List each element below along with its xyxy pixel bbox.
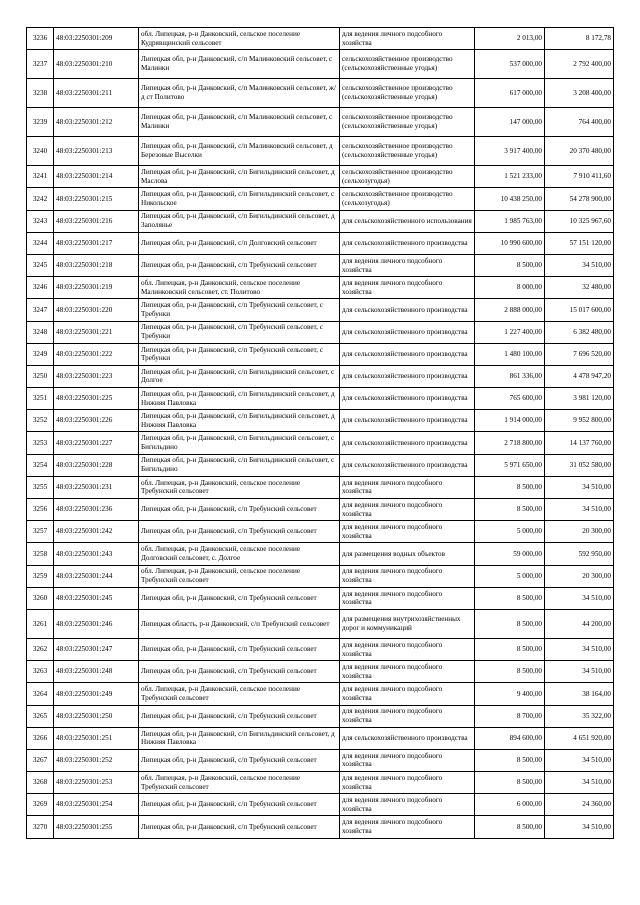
permitted-use: сельскохозяйственное производство (сельскохозяйственные угодья) bbox=[340, 50, 475, 79]
permitted-use: для сельскохозяйственного производства bbox=[340, 388, 475, 410]
row-number: 3252 bbox=[27, 410, 54, 432]
area-value: 617 000,00 bbox=[475, 79, 545, 108]
address: Липецкая обл, р-н Данковский, с/п Бигильдинский сельсовет, с Никольское bbox=[139, 188, 340, 210]
cadastral-value: 764 400,00 bbox=[545, 108, 614, 137]
cadastral-value: 20 300,00 bbox=[545, 565, 614, 587]
permitted-use: для сельскохозяйственного производства bbox=[340, 454, 475, 476]
row-number: 3254 bbox=[27, 454, 54, 476]
table-body bbox=[27, 28, 614, 839]
row-number: 3258 bbox=[27, 543, 54, 565]
area-value: 1 227 400,00 bbox=[475, 321, 545, 343]
row-number: 3237 bbox=[27, 50, 54, 79]
cadastral-number: 48:03:2250301:242 bbox=[54, 521, 139, 543]
table-row bbox=[27, 137, 614, 166]
table-row bbox=[27, 476, 614, 498]
permitted-use: для сельскохозяйственного производства bbox=[340, 321, 475, 343]
cadastral-number: 48:03:2250301:221 bbox=[54, 321, 139, 343]
cadastral-value: 20 370 480,00 bbox=[545, 137, 614, 166]
table-row bbox=[27, 254, 614, 276]
cadastral-value: 34 510,00 bbox=[545, 772, 614, 794]
cadastral-value: 15 017 600,00 bbox=[545, 299, 614, 321]
cadastral-value: 7 696 520,00 bbox=[545, 343, 614, 365]
cadastral-number: 48:03:2250301:248 bbox=[54, 661, 139, 683]
address: Липецкая обл, р-н Данковский, с/п Требунский сельсовет bbox=[139, 499, 340, 521]
address: Липецкая обл, р-н Данковский, с/п Требунский сельсовет bbox=[139, 254, 340, 276]
permitted-use: для ведения личного подсобного хозяйства bbox=[340, 499, 475, 521]
area-value: 8 500,00 bbox=[475, 254, 545, 276]
table-row bbox=[27, 188, 614, 210]
area-value: 6 000,00 bbox=[475, 794, 545, 816]
area-value: 3 917 400,00 bbox=[475, 137, 545, 166]
address: Липецкая обл, р-н Данковский, с/п Малинковский сельсовет, с Малинки bbox=[139, 108, 340, 137]
cadastral-value: 8 172,78 bbox=[545, 28, 614, 50]
table-row bbox=[27, 50, 614, 79]
address: Липецкая обл, р-н Данковский, с/п Требунский сельсовет, с Требунки bbox=[139, 343, 340, 365]
table-row bbox=[27, 410, 614, 432]
permitted-use: сельскохозяйственное производство (сельхозугодья) bbox=[340, 188, 475, 210]
cadastral-value: 592 950,00 bbox=[545, 543, 614, 565]
area-value: 10 438 250,00 bbox=[475, 188, 545, 210]
address: Липецкая обл, р-н Данковский, с/п Требунский сельсовет, с Требунки bbox=[139, 321, 340, 343]
row-number: 3255 bbox=[27, 476, 54, 498]
permitted-use: для ведения личного подсобного хозяйства bbox=[340, 476, 475, 498]
table-row bbox=[27, 587, 614, 609]
table-row bbox=[27, 543, 614, 565]
row-number: 3259 bbox=[27, 565, 54, 587]
address: Липецкая обл, р-н Данковский, с/п Требунский сельсовет bbox=[139, 794, 340, 816]
cadastral-number: 48:03:2250301:251 bbox=[54, 727, 139, 749]
cadastral-value: 34 510,00 bbox=[545, 587, 614, 609]
cadastral-value: 14 137 760,00 bbox=[545, 432, 614, 454]
permitted-use: для ведения личного подсобного хозяйства bbox=[340, 683, 475, 705]
table-row bbox=[27, 365, 614, 387]
row-number: 3249 bbox=[27, 343, 54, 365]
cadastral-number: 48:03:2250301:244 bbox=[54, 565, 139, 587]
address: Липецкая обл, р-н Данковский, с/п Требунский сельсовет bbox=[139, 816, 340, 838]
cadastral-number: 48:03:2250301:253 bbox=[54, 772, 139, 794]
area-value: 1 521 233,00 bbox=[475, 166, 545, 188]
row-number: 3238 bbox=[27, 79, 54, 108]
permitted-use: для ведения личного подсобного хозяйства bbox=[340, 794, 475, 816]
address: обл. Липецкая, р-н Данковский, сельское поселение Требунский сельсовет bbox=[139, 565, 340, 587]
address: Липецкая обл, р-н Данковский, с/п Бигильдинский сельсовет, д Заполянье bbox=[139, 210, 340, 232]
address: Липецкая обл, р-н Данковский, с/п Долговский сельсовет bbox=[139, 232, 340, 254]
cadastral-value: 44 200,00 bbox=[545, 609, 614, 638]
address: Липецкая обл, р-н Данковский, с/п Требунский сельсовет bbox=[139, 661, 340, 683]
cadastral-number: 48:03:2250301:223 bbox=[54, 365, 139, 387]
row-number: 3269 bbox=[27, 794, 54, 816]
cadastral-value: 31 052 580,00 bbox=[545, 454, 614, 476]
row-number: 3244 bbox=[27, 232, 54, 254]
row-number: 3236 bbox=[27, 28, 54, 50]
cadastral-value: 34 510,00 bbox=[545, 749, 614, 771]
area-value: 1 914 000,00 bbox=[475, 410, 545, 432]
area-value: 894 600,00 bbox=[475, 727, 545, 749]
permitted-use: сельскохозяйственное производство (сельхозугодья) bbox=[340, 166, 475, 188]
address: Липецкая обл, р-н Данковский, с/п Малинковский сельсовет, д Березовые Выселки bbox=[139, 137, 340, 166]
address: Липецкая обл, р-н Данковский, с/п Малинковский сельсовет, с Малинки bbox=[139, 50, 340, 79]
cadastral-number: 48:03:2250301:210 bbox=[54, 50, 139, 79]
row-number: 3256 bbox=[27, 499, 54, 521]
area-value: 147 000,00 bbox=[475, 108, 545, 137]
table-row bbox=[27, 210, 614, 232]
cadastral-number: 48:03:2250301:211 bbox=[54, 79, 139, 108]
cadastral-value: 3 981 120,00 bbox=[545, 388, 614, 410]
address: обл. Липецкая, р-н Данковский, сельское поселение Требунский сельсовет bbox=[139, 772, 340, 794]
table-row bbox=[27, 454, 614, 476]
address: Липецкая обл, р-н Данковский, с/п Малинковский сельсовет, ж/д ст Политово bbox=[139, 79, 340, 108]
table-row bbox=[27, 343, 614, 365]
cadastral-number: 48:03:2250301:245 bbox=[54, 587, 139, 609]
cadastral-value: 35 322,00 bbox=[545, 705, 614, 727]
area-value: 59 000,00 bbox=[475, 543, 545, 565]
cadastral-number: 48:03:2250301:222 bbox=[54, 343, 139, 365]
cadastral-number: 48:03:2250301:212 bbox=[54, 108, 139, 137]
area-value: 2 013,00 bbox=[475, 28, 545, 50]
row-number: 3268 bbox=[27, 772, 54, 794]
table-row bbox=[27, 432, 614, 454]
table-row bbox=[27, 638, 614, 660]
row-number: 3248 bbox=[27, 321, 54, 343]
permitted-use: для сельскохозяйственного производства bbox=[340, 299, 475, 321]
area-value: 765 600,00 bbox=[475, 388, 545, 410]
address: обл. Липецкая, р-н Данковский, сельское поселение Малинковский сельсовет, ст. Политово bbox=[139, 277, 340, 299]
area-value: 8 500,00 bbox=[475, 816, 545, 838]
cadastral-number: 48:03:2250301:226 bbox=[54, 410, 139, 432]
cadastral-value: 34 510,00 bbox=[545, 254, 614, 276]
cadastral-number: 48:03:2250301:225 bbox=[54, 388, 139, 410]
row-number: 3264 bbox=[27, 683, 54, 705]
cadastral-value: 4 651 920,00 bbox=[545, 727, 614, 749]
cadastral-number: 48:03:2250301:215 bbox=[54, 188, 139, 210]
permitted-use: для размещения внутрихозяйственных дорог и коммуникаций bbox=[340, 609, 475, 638]
permitted-use: для ведения личного подсобного хозяйства bbox=[340, 638, 475, 660]
area-value: 8 500,00 bbox=[475, 609, 545, 638]
address: обл. Липецкая, р-н Данковский, сельское поселение Требунский сельсовет bbox=[139, 683, 340, 705]
table-row bbox=[27, 727, 614, 749]
address: Липецкая обл, р-н Данковский, с/п Требунский сельсовет bbox=[139, 587, 340, 609]
cadastral-number: 48:03:2250301:227 bbox=[54, 432, 139, 454]
address: Липецкая обл, р-н Данковский, с/п Требунский сельсовет, с Требунки bbox=[139, 299, 340, 321]
permitted-use: для сельскохозяйственного производства bbox=[340, 232, 475, 254]
address: обл. Липецкая, р-н Данковский, сельское поселение Долговский сельсовет, с. Долгое bbox=[139, 543, 340, 565]
area-value: 1 985 763,00 bbox=[475, 210, 545, 232]
cadastral-value: 38 164,00 bbox=[545, 683, 614, 705]
permitted-use: для ведения личного подсобного хозяйства bbox=[340, 565, 475, 587]
table-row bbox=[27, 321, 614, 343]
cadastral-number: 48:03:2250301:231 bbox=[54, 476, 139, 498]
permitted-use: сельскохозяйственное производство (сельскохозяйственные угодья) bbox=[340, 137, 475, 166]
cadastral-value: 34 510,00 bbox=[545, 638, 614, 660]
cadastral-value: 24 360,00 bbox=[545, 794, 614, 816]
cadastral-number: 48:03:2250301:214 bbox=[54, 166, 139, 188]
area-value: 861 336,00 bbox=[475, 365, 545, 387]
table-row bbox=[27, 609, 614, 638]
permitted-use: для ведения личного подсобного хозяйства bbox=[340, 772, 475, 794]
cadastral-number: 48:03:2250301:247 bbox=[54, 638, 139, 660]
cadastral-number: 48:03:2250301:209 bbox=[54, 28, 139, 50]
permitted-use: для сельскохозяйственного производства bbox=[340, 365, 475, 387]
row-number: 3262 bbox=[27, 638, 54, 660]
row-number: 3263 bbox=[27, 661, 54, 683]
area-value: 5 000,00 bbox=[475, 565, 545, 587]
cadastral-number: 48:03:2250301:252 bbox=[54, 749, 139, 771]
table-row bbox=[27, 705, 614, 727]
row-number: 3241 bbox=[27, 166, 54, 188]
cadastral-number: 48:03:2250301:216 bbox=[54, 210, 139, 232]
table-row bbox=[27, 772, 614, 794]
address: обл. Липецкая, р-н Данковский, сельское поселение Требунский сельсовет bbox=[139, 476, 340, 498]
permitted-use: для ведения личного подсобного хозяйства bbox=[340, 661, 475, 683]
cadastral-number: 48:03:2250301:250 bbox=[54, 705, 139, 727]
permitted-use: для сельскохозяйственного производства bbox=[340, 343, 475, 365]
address: Липецкая обл, р-н Данковский, с/п Требунский сельсовет bbox=[139, 638, 340, 660]
address: Липецкая обл, р-н Данковский, с/п Бигильдинский сельсовет, с Долгое bbox=[139, 365, 340, 387]
row-number: 3247 bbox=[27, 299, 54, 321]
table-row bbox=[27, 565, 614, 587]
address: Липецкая обл, р-н Данковский, с/п Требунский сельсовет bbox=[139, 521, 340, 543]
table-row bbox=[27, 683, 614, 705]
area-value: 10 990 600,00 bbox=[475, 232, 545, 254]
row-number: 3267 bbox=[27, 749, 54, 771]
cadastral-value: 34 510,00 bbox=[545, 499, 614, 521]
cadastral-value: 9 952 800,00 bbox=[545, 410, 614, 432]
table-row bbox=[27, 79, 614, 108]
cadastral-value: 34 510,00 bbox=[545, 661, 614, 683]
cadastral-number: 48:03:2250301:213 bbox=[54, 137, 139, 166]
cadastral-value: 34 510,00 bbox=[545, 816, 614, 838]
cadastral-value: 2 792 400,00 bbox=[545, 50, 614, 79]
table-row bbox=[27, 232, 614, 254]
permitted-use: для ведения личного подсобного хозяйства bbox=[340, 254, 475, 276]
area-value: 2 888 000,00 bbox=[475, 299, 545, 321]
address: Липецкая обл, р-н Данковский, с/п Бигильдинский сельсовет, д Нижняя Павловка bbox=[139, 727, 340, 749]
area-value: 8 500,00 bbox=[475, 587, 545, 609]
cadastral-value: 7 910 411,60 bbox=[545, 166, 614, 188]
table-row bbox=[27, 521, 614, 543]
table-row bbox=[27, 28, 614, 50]
area-value: 8 500,00 bbox=[475, 749, 545, 771]
table-row bbox=[27, 816, 614, 838]
row-number: 3245 bbox=[27, 254, 54, 276]
permitted-use: для ведения личного подсобного хозяйства bbox=[340, 816, 475, 838]
row-number: 3246 bbox=[27, 277, 54, 299]
permitted-use: для ведения личного подсобного хозяйства bbox=[340, 749, 475, 771]
row-number: 3240 bbox=[27, 137, 54, 166]
row-number: 3266 bbox=[27, 727, 54, 749]
table-row bbox=[27, 299, 614, 321]
row-number: 3270 bbox=[27, 816, 54, 838]
cadastral-value: 34 510,00 bbox=[545, 476, 614, 498]
table-row bbox=[27, 277, 614, 299]
permitted-use: сельскохозяйственное производство (сельскохозяйственные угодья) bbox=[340, 79, 475, 108]
cadastral-value: 20 300,00 bbox=[545, 521, 614, 543]
cadastral-value: 4 478 947,20 bbox=[545, 365, 614, 387]
row-number: 3250 bbox=[27, 365, 54, 387]
cadastral-value: 57 151 120,00 bbox=[545, 232, 614, 254]
permitted-use: для сельскохозяйственного производства bbox=[340, 410, 475, 432]
address: Липецкая область, р-н Данковский, с/п Требунский сельсовет bbox=[139, 609, 340, 638]
address: Липецкая обл, р-н Данковский, с/п Бигильдинский сельсовет, д Нижняя Павловка bbox=[139, 410, 340, 432]
table-row bbox=[27, 749, 614, 771]
row-number: 3265 bbox=[27, 705, 54, 727]
permitted-use: для ведения личного подсобного хозяйства bbox=[340, 277, 475, 299]
area-value: 1 480 100,00 bbox=[475, 343, 545, 365]
row-number: 3242 bbox=[27, 188, 54, 210]
cadastral-value: 32 480,00 bbox=[545, 277, 614, 299]
row-number: 3261 bbox=[27, 609, 54, 638]
cadastral-number: 48:03:2250301:243 bbox=[54, 543, 139, 565]
cadastral-number: 48:03:2250301:217 bbox=[54, 232, 139, 254]
row-number: 3251 bbox=[27, 388, 54, 410]
row-number: 3260 bbox=[27, 587, 54, 609]
table-row bbox=[27, 499, 614, 521]
cadastral-number: 48:03:2250301:246 bbox=[54, 609, 139, 638]
table-row bbox=[27, 388, 614, 410]
cadastral-number: 48:03:2250301:218 bbox=[54, 254, 139, 276]
area-value: 9 400,00 bbox=[475, 683, 545, 705]
permitted-use: сельскохозяйственное производство (сельскохозяйственные угодья) bbox=[340, 108, 475, 137]
area-value: 8 700,00 bbox=[475, 705, 545, 727]
address: обл. Липецкая, р-н Данковский, сельское поселение Кудрявщинский сельсовет bbox=[139, 28, 340, 50]
table-row bbox=[27, 166, 614, 188]
cadastral-number: 48:03:2250301:220 bbox=[54, 299, 139, 321]
address: Липецкая обл, р-н Данковский, с/п Бигильдинский сельсовет, д Нижняя Павловка bbox=[139, 388, 340, 410]
row-number: 3239 bbox=[27, 108, 54, 137]
table-row bbox=[27, 661, 614, 683]
cadastral-number: 48:03:2250301:254 bbox=[54, 794, 139, 816]
row-number: 3257 bbox=[27, 521, 54, 543]
area-value: 8 500,00 bbox=[475, 661, 545, 683]
address: Липецкая обл, р-н Данковский, с/п Бигильдинский сельсовет, с Бигильдино bbox=[139, 454, 340, 476]
area-value: 8 500,00 bbox=[475, 638, 545, 660]
address: Липецкая обл, р-н Данковский, с/п Требунский сельсовет bbox=[139, 749, 340, 771]
permitted-use: для ведения личного подсобного хозяйства bbox=[340, 587, 475, 609]
cadastral-number: 48:03:2250301:255 bbox=[54, 816, 139, 838]
area-value: 8 000,00 bbox=[475, 277, 545, 299]
cadastral-number: 48:03:2250301:249 bbox=[54, 683, 139, 705]
area-value: 5 000,00 bbox=[475, 521, 545, 543]
cadastral-value: 10 325 967,60 bbox=[545, 210, 614, 232]
cadastral-number: 48:03:2250301:219 bbox=[54, 277, 139, 299]
address: Липецкая обл, р-н Данковский, с/п Бигильдинский сельсовет, д Маслова bbox=[139, 166, 340, 188]
row-number: 3243 bbox=[27, 210, 54, 232]
cadastral-number: 48:03:2250301:228 bbox=[54, 454, 139, 476]
cadastral-value: 3 208 400,00 bbox=[545, 79, 614, 108]
table-row bbox=[27, 108, 614, 137]
permitted-use: для ведения личного подсобного хозяйства bbox=[340, 521, 475, 543]
area-value: 537 000,00 bbox=[475, 50, 545, 79]
address: Липецкая обл, р-н Данковский, с/п Бигильдинский сельсовет, с Бигильдино bbox=[139, 432, 340, 454]
address: Липецкая обл, р-н Данковский, с/п Требунский сельсовет bbox=[139, 705, 340, 727]
permitted-use: для размещения водных объектов bbox=[340, 543, 475, 565]
row-number: 3253 bbox=[27, 432, 54, 454]
cadastral-number: 48:03:2250301:236 bbox=[54, 499, 139, 521]
permitted-use: для сельскохозяйственного производства bbox=[340, 432, 475, 454]
permitted-use: для сельскохозяйственного производства bbox=[340, 727, 475, 749]
table-row bbox=[27, 794, 614, 816]
area-value: 8 500,00 bbox=[475, 772, 545, 794]
area-value: 8 500,00 bbox=[475, 499, 545, 521]
permitted-use: для ведения личного подсобного хозяйства bbox=[340, 28, 475, 50]
land-registry-table bbox=[26, 27, 614, 839]
permitted-use: для ведения личного подсобного хозяйства bbox=[340, 705, 475, 727]
area-value: 5 971 650,00 bbox=[475, 454, 545, 476]
area-value: 2 718 800,00 bbox=[475, 432, 545, 454]
area-value: 8 500,00 bbox=[475, 476, 545, 498]
permitted-use: для сельскохозяйственного использования bbox=[340, 210, 475, 232]
cadastral-value: 54 278 900,00 bbox=[545, 188, 614, 210]
cadastral-value: 6 382 480,00 bbox=[545, 321, 614, 343]
